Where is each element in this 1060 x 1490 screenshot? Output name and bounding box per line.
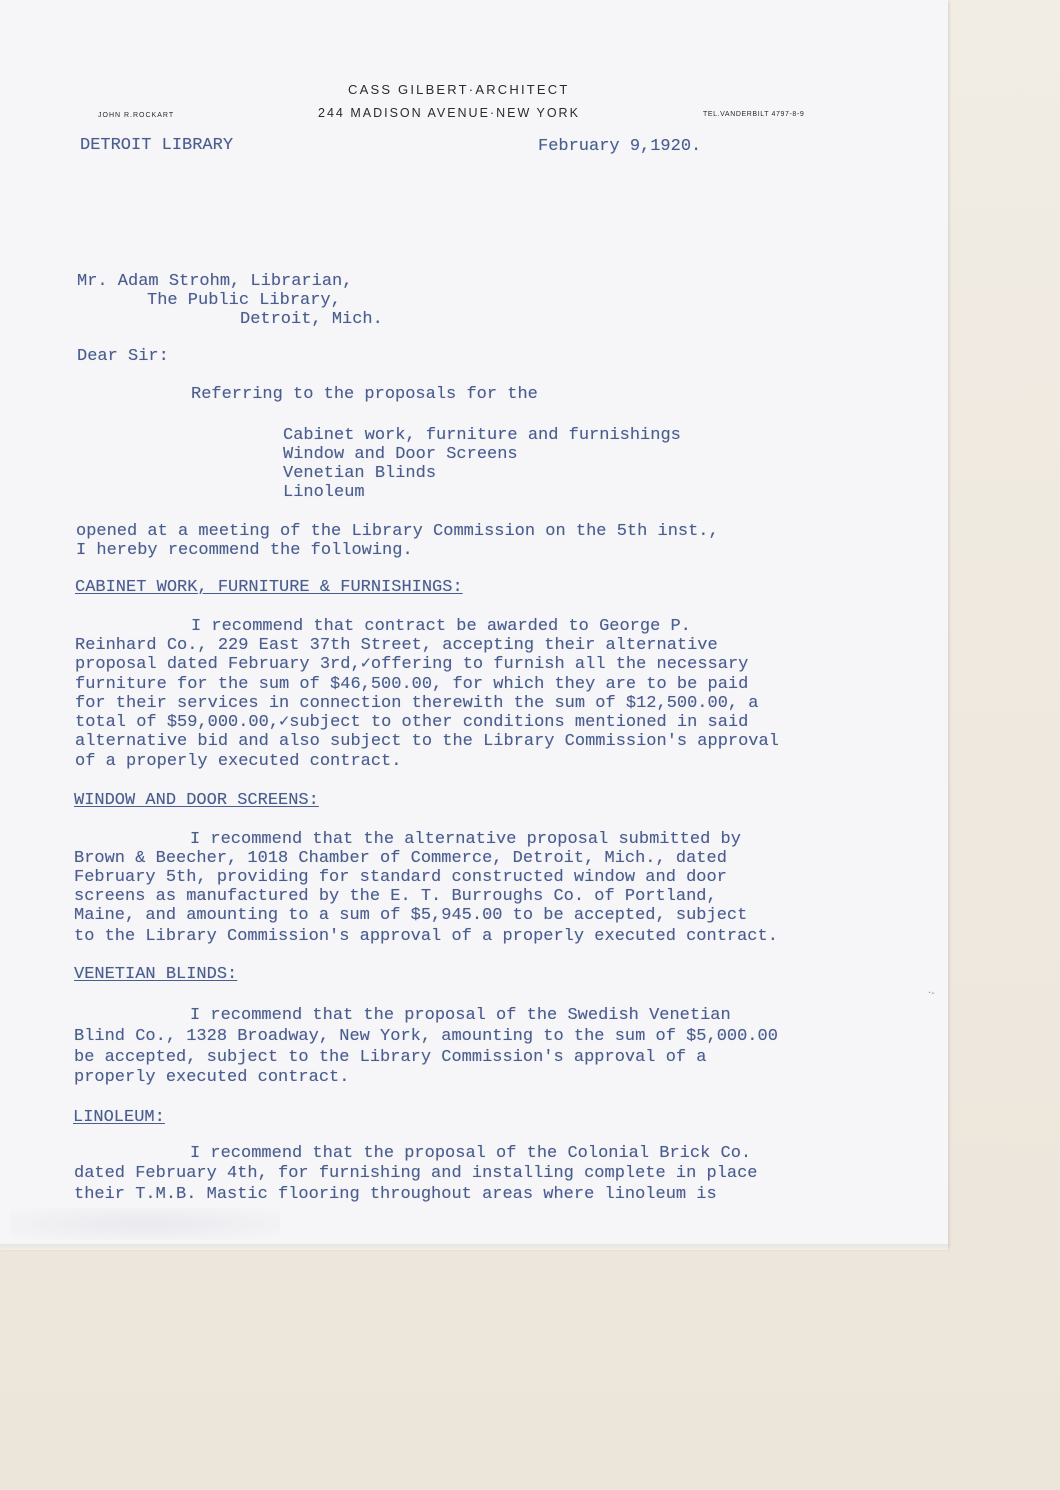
paragraph-line: for their services in connection therewith the sum of $12,500.00, a — [75, 694, 759, 713]
section-heading: VENETIAN BLINDS: — [74, 965, 238, 984]
paragraph-line: I recommend that the proposal of the Swedish Venetian — [190, 1006, 731, 1025]
recipient-line-3: Detroit, Mich. — [240, 310, 383, 329]
paragraph-line: I recommend that the alternative proposal submitted by — [190, 830, 741, 849]
recipient-line-1: Mr. Adam Strohm, Librarian, — [77, 272, 353, 291]
letterhead-address: 244 MADISON AVENUE·NEW YORK — [318, 106, 580, 120]
letterhead-associate-name: JOHN R.ROCKART — [98, 112, 175, 119]
paragraph-line: Blind Co., 1328 Broadway, New York, amounting to the sum of $5,000.00 — [74, 1027, 778, 1046]
paragraph-line: furniture for the sum of $46,500.00, for which they are to be paid — [75, 675, 749, 694]
proposal-item: Cabinet work, furniture and furnishings — [283, 426, 681, 445]
paragraph-line: proposal dated February 3rd,✓offering to furnish all the necessary — [75, 655, 749, 674]
salutation: Dear Sir: — [77, 347, 169, 366]
paragraph-line: of a properly executed contract. — [75, 752, 402, 771]
paragraph-line: I recommend that the proposal of the Colonial Brick Co. — [190, 1144, 752, 1163]
paper-stain — [10, 1208, 280, 1240]
intro-line: Referring to the proposals for the — [191, 385, 538, 404]
letterhead-firm-name: CASS GILBERT·ARCHITECT — [348, 82, 570, 97]
opening-line-1: opened at a meeting of the Library Commission on the 5th inst., — [76, 522, 719, 541]
paragraph-line: Brown & Beecher, 1018 Chamber of Commerce, Detroit, Mich., dated — [74, 849, 727, 868]
recipient-line-2: The Public Library, — [147, 291, 341, 310]
paragraph-line: properly executed contract. — [74, 1068, 350, 1087]
paragraph-line: dated February 4th, for furnishing and installing complete in place — [74, 1164, 758, 1183]
paragraph-line: February 5th, providing for standard constructed window and door — [74, 868, 727, 887]
paragraph-line: be accepted, subject to the Library Commission's approval of a — [74, 1048, 707, 1067]
proposal-item: Venetian Blinds — [283, 464, 437, 483]
letterhead-telephone: TEL.VANDERBILT 4797-8-9 — [703, 111, 805, 118]
opening-line-2: I hereby recommend the following. — [76, 541, 413, 560]
section-heading: WINDOW AND DOOR SCREENS: — [74, 791, 319, 810]
page-bottom-edge — [0, 1244, 948, 1250]
section-heading: CABINET WORK, FURNITURE & FURNISHINGS: — [75, 578, 463, 597]
paragraph-line: Maine, and amounting to a sum of $5,945.00 to be accepted, subject — [74, 906, 748, 925]
section-heading: LINOLEUM: — [73, 1108, 165, 1127]
paragraph-line: alternative bid and also subject to the Library Commission's approval — [75, 732, 779, 751]
paragraph-line: Reinhard Co., 229 East 37th Street, accepting their alternative — [75, 636, 718, 655]
paragraph-line: their T.M.B. Mastic flooring throughout areas where linoleum is — [74, 1185, 717, 1204]
paragraph-line: to the Library Commission's approval of a properly executed contract. — [74, 927, 778, 946]
project-reference: DETROIT LIBRARY — [80, 136, 234, 155]
letter-date: February 9,1920. — [538, 137, 702, 156]
paragraph-line: total of $59,000.00,✓subject to other conditions mentioned in said — [75, 713, 749, 732]
paragraph-line: screens as manufactured by the E. T. Burroughs Co. of Portland, — [74, 887, 717, 906]
proposal-item: Window and Door Screens — [283, 445, 518, 464]
proposal-item: Linoleum — [283, 483, 365, 502]
paragraph-line: I recommend that contract be awarded to George P. — [191, 617, 691, 636]
margin-mark: ·‐ — [928, 988, 935, 999]
